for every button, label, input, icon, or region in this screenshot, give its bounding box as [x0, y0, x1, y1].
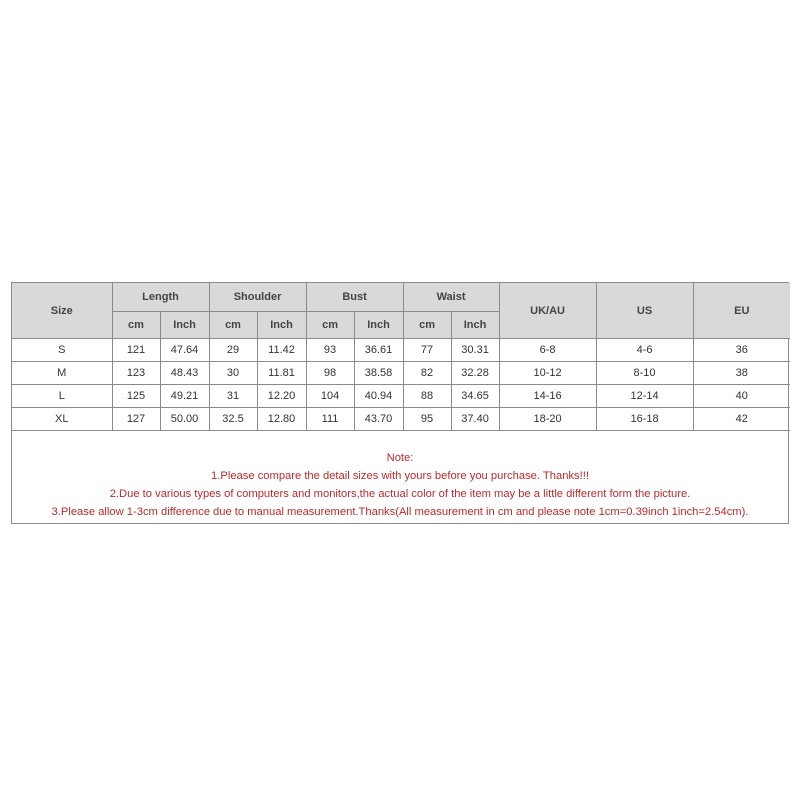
table-cell: 36.61 — [354, 339, 403, 362]
table-cell: 127 — [112, 408, 160, 431]
table-cell: 36 — [693, 339, 790, 362]
table-cell: 6-8 — [499, 339, 596, 362]
table-cell: 98 — [306, 362, 354, 385]
us-header: US — [596, 283, 693, 339]
length-inch-header: Inch — [160, 312, 209, 339]
length-header: Length — [112, 283, 209, 312]
size-chart — [11, 282, 789, 524]
table-row — [12, 362, 790, 385]
shoulder-inch-header: Inch — [257, 312, 306, 339]
table-cell: 32.28 — [451, 362, 499, 385]
table-cell: 14-16 — [499, 385, 596, 408]
table-row — [12, 408, 790, 431]
table-cell: 121 — [112, 339, 160, 362]
waist-inch-header: Inch — [451, 312, 499, 339]
table-cell: 18-20 — [499, 408, 596, 431]
note-line-1: 1.Please compare the detail sizes with yours before you purchase. Thanks!!! — [211, 470, 589, 482]
size-cell: L — [12, 385, 112, 408]
table-cell: 11.42 — [257, 339, 306, 362]
bust-header: Bust — [306, 283, 403, 312]
table-cell: 12-14 — [596, 385, 693, 408]
table-cell: 8-10 — [596, 362, 693, 385]
length-cm-header: cm — [112, 312, 160, 339]
eu-header: EU — [693, 283, 790, 339]
shoulder-cm-header: cm — [209, 312, 257, 339]
table-cell: 11.81 — [257, 362, 306, 385]
table-cell: 125 — [112, 385, 160, 408]
table-cell: 37.40 — [451, 408, 499, 431]
table-cell: 40.94 — [354, 385, 403, 408]
uk-au-header: UK/AU — [499, 283, 596, 339]
table-cell: 48.43 — [160, 362, 209, 385]
header-row — [12, 283, 790, 312]
table-cell: 47.64 — [160, 339, 209, 362]
table-cell: 40 — [693, 385, 790, 408]
note-title: Note: — [386, 452, 414, 464]
shoulder-header: Shoulder — [209, 283, 306, 312]
waist-cm-header: cm — [403, 312, 451, 339]
table-cell: 104 — [306, 385, 354, 408]
note-line-3: 3.Please allow 1-3cm difference due to manual measurement.Thanks(All measurement in cm and please note 1cm=0.39inch 1inch=2.54cm). — [51, 506, 749, 518]
table-cell: 38 — [693, 362, 790, 385]
size-cell: XL — [12, 408, 112, 431]
table-cell: 30 — [209, 362, 257, 385]
bust-inch-header: Inch — [354, 312, 403, 339]
table-cell: 30.31 — [451, 339, 499, 362]
table-cell: 42 — [693, 408, 790, 431]
table-cell: 93 — [306, 339, 354, 362]
table-cell: 88 — [403, 385, 451, 408]
table-cell: 123 — [112, 362, 160, 385]
table-cell: 43.70 — [354, 408, 403, 431]
table-cell: 4-6 — [596, 339, 693, 362]
table-cell: 10-12 — [499, 362, 596, 385]
table-cell: 77 — [403, 339, 451, 362]
table-row — [12, 385, 790, 408]
table-cell: 12.80 — [257, 408, 306, 431]
size-rows — [12, 339, 790, 431]
size-header: Size — [12, 283, 112, 339]
bust-cm-header: cm — [306, 312, 354, 339]
table-cell: 31 — [209, 385, 257, 408]
table-row — [12, 339, 790, 362]
table-cell: 50.00 — [160, 408, 209, 431]
table-cell: 34.65 — [451, 385, 499, 408]
table-cell: 111 — [306, 408, 354, 431]
note-line-2: 2.Due to various types of computers and monitors,the actual color of the item may be a little different form the picture. — [109, 488, 691, 500]
table-cell: 95 — [403, 408, 451, 431]
size-table — [12, 283, 790, 431]
table-cell: 29 — [209, 339, 257, 362]
table-cell: 82 — [403, 362, 451, 385]
waist-header: Waist — [403, 283, 499, 312]
table-cell: 38.58 — [354, 362, 403, 385]
note-section — [12, 431, 788, 523]
table-cell: 32.5 — [209, 408, 257, 431]
table-cell: 49.21 — [160, 385, 209, 408]
table-cell: 16-18 — [596, 408, 693, 431]
size-cell: M — [12, 362, 112, 385]
size-cell: S — [12, 339, 112, 362]
table-cell: 12.20 — [257, 385, 306, 408]
